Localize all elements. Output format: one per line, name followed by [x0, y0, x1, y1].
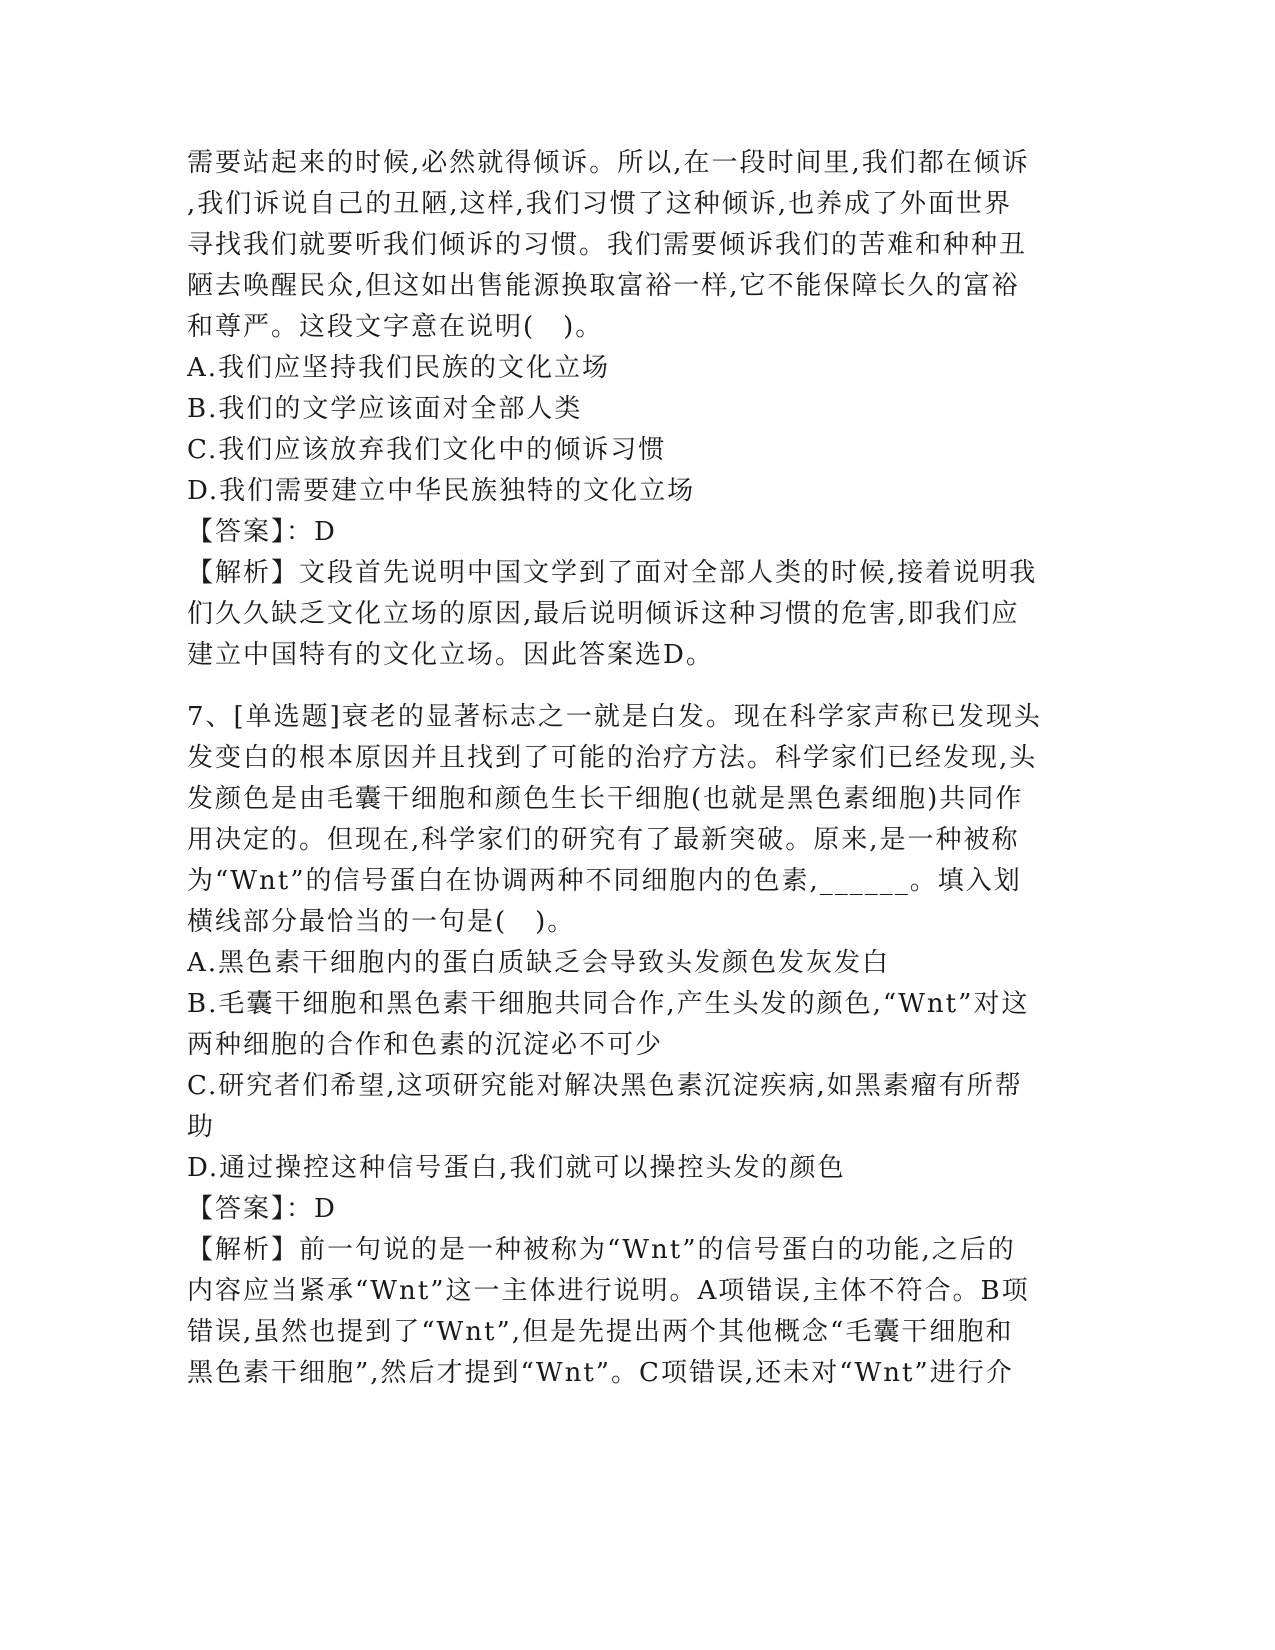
analysis-line: 黑色素干细胞”,然后才提到“Wnt”。C项错误,还未对“Wnt”进行介 [187, 1358, 1014, 1388]
question-7-line: 用决定的。但现在,科学家们的研究有了最新突破。原来,是一种被称 [187, 825, 1020, 855]
question-stem: 和尊严。这段文字意在说明( )。 [187, 312, 604, 342]
passage-line: 陋去唤醒民众,但这如出售能源换取富裕一样,它不能保障长久的富裕 [187, 271, 1020, 301]
option-b: B.毛囊干细胞和黑色素干细胞共同合作,产生头发的颜色,“Wnt”对这 [187, 989, 1030, 1019]
question-7-line: 发变白的根本原因并且找到了可能的治疗方法。科学家们已经发现,头 [187, 743, 1038, 773]
passage-line: 寻找我们就要听我们倾诉的习惯。我们需要倾诉我们的苦难和种种丑 [187, 230, 1028, 260]
question-7-line: 发颜色是由毛囊干细胞和颜色生长干细胞(也就是黑色素细胞)共同作 [187, 784, 1024, 814]
option-d: D.通过操控这种信号蛋白,我们就可以操控头发的颜色 [187, 1153, 846, 1183]
option-d: D.我们需要建立中华民族独特的文化立场 [187, 476, 696, 506]
passage-line: ,我们诉说自己的丑陋,这样,我们习惯了这种倾诉,也养成了外面世界 [187, 189, 1013, 219]
question-7-line: 为“Wnt”的信号蛋白在协调两种不同细胞内的色素,______。填入划 [187, 866, 1022, 896]
option-b-continued: 两种细胞的合作和色素的沉淀必不可少 [187, 1030, 664, 1060]
passage-line: 需要站起来的时候,必然就得倾诉。所以,在一段时间里,我们都在倾诉 [187, 148, 1030, 178]
answer-line: 【答案】：D [187, 1194, 337, 1224]
option-a: A.黑色素干细胞内的蛋白质缺乏会导致头发颜色发灰发白 [187, 948, 891, 978]
analysis-line: 【解析】文段首先说明中国文学到了面对全部人类的时候,接着说明我 [187, 558, 1038, 588]
option-c: C.我们应该放弃我们文化中的倾诉习惯 [187, 435, 667, 465]
analysis-line: 错误,虽然也提到了“Wnt”,但是先提出两个其他概念“毛囊干细胞和 [187, 1317, 1014, 1347]
analysis-line: 建立中国特有的文化立场。因此答案选D。 [187, 640, 714, 670]
option-a: A.我们应坚持我们民族的文化立场 [187, 353, 611, 383]
question-7-line: 7、[单选题]衰老的显著标志之一就是白发。现在科学家声称已发现头 [187, 702, 1042, 732]
analysis-line: 【解析】前一句说的是一种被称为“Wnt”的信号蛋白的功能,之后的 [187, 1235, 1016, 1265]
answer-line: 【答案】：D [187, 517, 337, 547]
analysis-line: 内容应当紧承“Wnt”这一主体进行说明。A项错误,主体不符合。B项 [187, 1276, 1030, 1306]
question-stem: 横线部分最恰当的一句是( )。 [187, 907, 576, 937]
option-b: B.我们的文学应该面对全部人类 [187, 394, 583, 424]
option-c-continued: 助 [187, 1112, 216, 1142]
option-c: C.研究者们希望,这项研究能对解决黑色素沉淀疾病,如黑素瘤有所帮 [187, 1071, 1023, 1101]
analysis-line: 们久久缺乏文化立场的原因,最后说明倾诉这种习惯的危害,即我们应 [187, 599, 1020, 629]
